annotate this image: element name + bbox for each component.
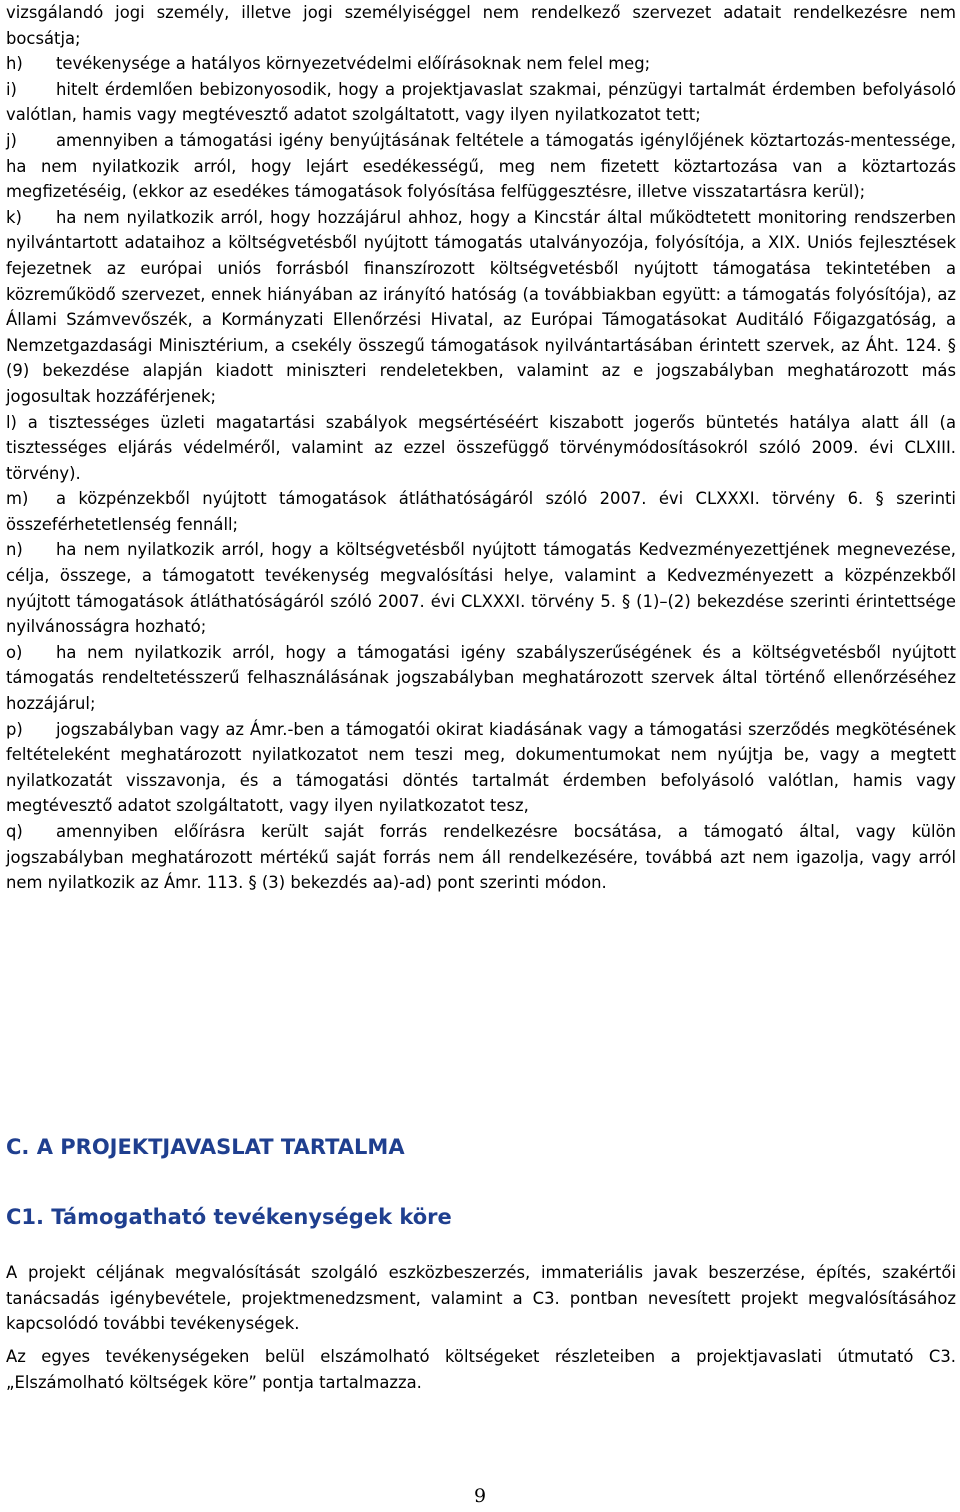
list-label-j: j) bbox=[6, 130, 17, 150]
list-text-k: ha nem nyilatkozik arról, hogy hozzájárul ahhoz, hogy a Kincstár által működtetett monitoring rendszerben nyilvántartott adataihoz a költségvetésből nyújtott támogatás utalványozója, folyósítója, a XIX. Uniós fejlesztések fejezetnek az európai uniós forrásból finanszírozott költségvetésből nyújtott támogatása tekintetében a közreműködő szervezet, ennek hiányában az irányító hatóság (a továbbiakban együtt: a támogatás folyósítója), az Állami Számvevőszék, a Kormányzati Ellenőrzési Hivatal, az Európai Támogatásokat Auditáló Főigazgatóság, a Nemzetgazdasági Minisztérium, a csekély összegű támogatások nyilvántartásában érintett szervek, az Áht. 124. § (9) bekezdése alapján kiadott miniszteri rendeletekben, valamint az e jogszabályban meghatározott más jogosultak hozzáférjenek; bbox=[6, 207, 956, 406]
list-item-n bbox=[6, 537, 956, 639]
list-item-m bbox=[6, 486, 956, 537]
list-item-k bbox=[6, 205, 956, 410]
list-label-h: h) bbox=[6, 54, 23, 74]
list-item-i bbox=[6, 77, 956, 128]
c1-paragraph-1: A projekt céljának megvalósítását szolgáló eszközbeszerzés, immateriális javak beszerzése, építés, szakértői tanácsadás igénybevétele, projektmenedzsment, valamint a C3. pontban nevesített projekt megvalósításához kapcsolódó további tevékenységek. bbox=[6, 1263, 956, 1334]
c1-paragraph-2: Az egyes tevékenységeken belül elszámolható költségeket részleteiben a projektjavaslati útmutató C3. „Elszámolható költségek köre” pontja tartalmazza. bbox=[6, 1347, 956, 1392]
list-text-m: a közpénzekből nyújtott támogatások átláthatóságáról szóló 2007. évi CLXXXI. törvény 6. § szerinti összeférhetetlenség fennáll; bbox=[6, 489, 956, 534]
list-item-l: l) a tisztességes üzleti magatartási szabályok megsértéséért kiszabott jogerős büntetés hatálya alatt áll (a tisztességes eljárás védelméről, valamint az ezzel összefüggő törvénymódosításokról szóló 2009. évi CLXIII. törvény). bbox=[6, 412, 956, 483]
list-label-i: i) bbox=[6, 79, 17, 99]
list-label-n: n) bbox=[6, 540, 23, 560]
list-item-j bbox=[6, 128, 956, 205]
list-item-q bbox=[6, 819, 956, 896]
paragraph-top: vizsgálandó jogi személy, illetve jogi személyiséggel nem rendelkező szervezet adatait rendelkezésre nem bocsátja; bbox=[6, 3, 956, 48]
list-label-o: o) bbox=[6, 642, 23, 662]
section-heading-c: C. A PROJEKTJAVASLAT TARTALMA bbox=[6, 1135, 405, 1159]
list-label-m: m) bbox=[6, 489, 29, 509]
list-label-k: k) bbox=[6, 207, 22, 227]
list-text-o: ha nem nyilatkozik arról, hogy a támogatási igény szabályszerűségének és a költségvetésből nyújtott támogatás rendeltetésszerű felhasználásának jogszabályban meghatározott szervek által történő ellenőrzéséhez hozzájárul; bbox=[6, 642, 956, 714]
list-item-o bbox=[6, 640, 956, 717]
list-text-n: ha nem nyilatkozik arról, hogy a költségvetésből nyújtott támogatás Kedvezményezettjének megnevezése, célja, összege, a támogatott tevékenység megvalósítási helye, valamint a Kedvezményezett a közpénzekből nyújtott támogatások átláthatóságáról szóló 2007. évi CLXXXI. törvény 5. § (1)–(2) bekezdése szerinti érintettsége nyilvánosságra hozható; bbox=[6, 540, 956, 637]
list-item-p bbox=[6, 717, 956, 819]
list-text-j: amennyiben a támogatási igény benyújtásának feltétele a támogatás igénylőjének köztartozás-mentessége, ha nem nyilatkozik arról, hogy lejárt esedékességű, meg nem fizetett köztartozása van a köztartozás megfizetéséig, (ekkor az esedékes támogatások folyósítása felfüggesztésre, illetve visszatartásra kerül); bbox=[6, 130, 956, 202]
list-text-i: hitelt érdemlően bebizonyosodik, hogy a projektjavaslat szakmai, pénzügyi tartalmát érdemben befolyásoló valótlan, hamis vagy megtévesztő adatot szolgáltatott, vagy ilyen nyilatkozatot tett; bbox=[6, 79, 956, 125]
document-body bbox=[6, 0, 956, 896]
page-number: 9 bbox=[473, 1485, 487, 1507]
list-label-p: p) bbox=[6, 719, 23, 739]
list-label-q: q) bbox=[6, 822, 23, 841]
list-text-q: amennyiben előírásra került saját forrás rendelkezésre bocsátása, a támogató által, vagy külön jogszabályban meghatározott mértékű saját forrás nem áll rendelkezésére, továbbá azt nem igazolja, vagy arról nem nyilatkozik az Ámr. 113. § (3) bekezdés aa)-ad) pont szerinti módon. bbox=[6, 822, 956, 893]
list-item-h bbox=[6, 51, 956, 77]
list-text-p: jogszabályban vagy az Ámr.-ben a támogatói okirat kiadásának vagy a támogatási szerződés megkötésének feltételeként meghatározott nyilatkozatot nem teszi meg, dokumentumokat nem nyújtja be, vagy a megtett nyilatkozatát visszavonja, és a támogatási döntés tartalmát érdemben befolyásoló valótlan, hamis vagy megtévesztő adatot szolgáltatott, vagy ilyen nyilatkozatot tesz, bbox=[6, 719, 956, 816]
list-text-h: tevékenysége a hatályos környezetvédelmi előírásoknak nem felel meg; bbox=[56, 54, 651, 74]
section-heading-c1: C1. Támogatható tevékenységek köre bbox=[6, 1205, 452, 1229]
